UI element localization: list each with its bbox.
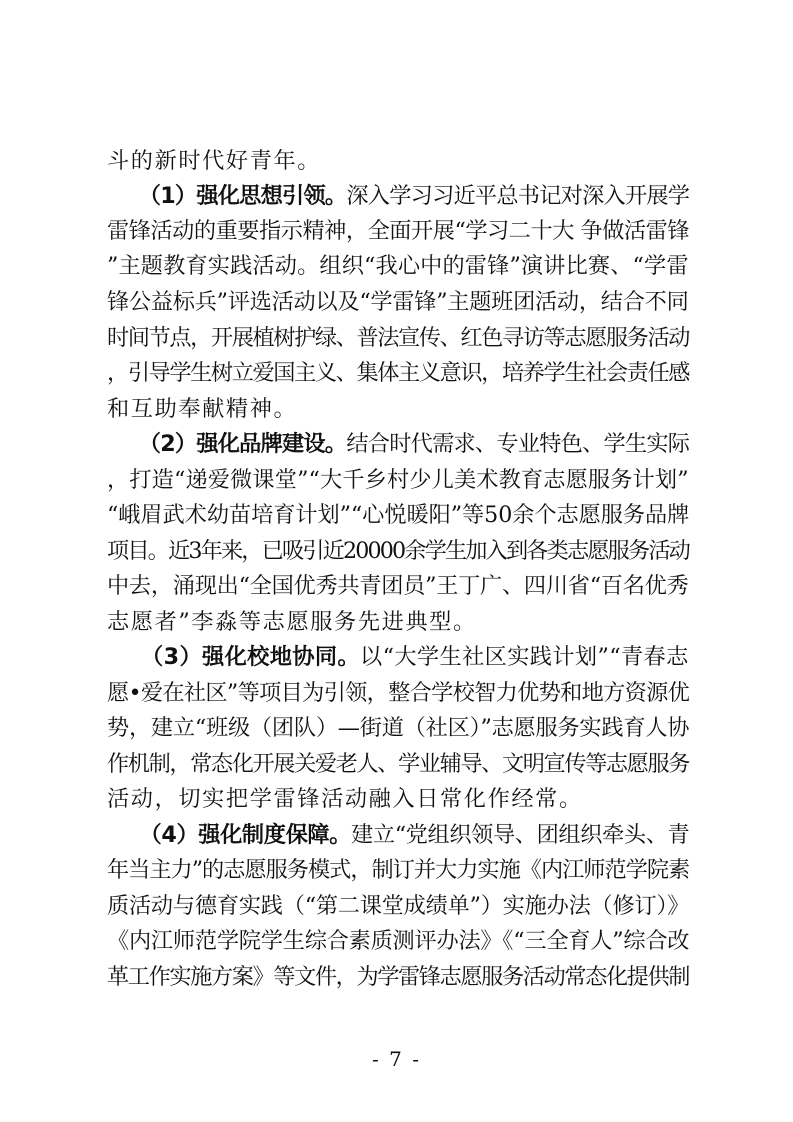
section-heading: （4）强化制度保障。 (150, 822, 352, 848)
text-line (107, 744, 689, 784)
text-line (107, 353, 689, 393)
text-segment: 志愿者”李淼等志愿服务先进典型。 (107, 609, 477, 635)
text-line (107, 957, 689, 997)
text-segment: ”主题教育实践活动。组织“我心中的雷锋”演讲比赛、“学雷 (107, 253, 689, 279)
text-segment: 和互助奉献精神。 (107, 396, 298, 422)
text-segment: 项目。近3年来，已吸引近20000余学生加入到各类志愿服务活动 (107, 538, 689, 564)
text-line (107, 886, 689, 926)
section-heading: （3）强化校地协同。 (152, 644, 361, 670)
text-segment: 革工作实施方案》等文件，为学雷锋志愿服务活动常态化提供制 (107, 964, 690, 990)
text-line (107, 424, 689, 464)
text-segment: 斗的新时代好青年。 (107, 148, 322, 174)
text-line (107, 246, 689, 286)
text-segment: 结合时代需求、专业特色、学生实际 (346, 431, 690, 457)
text-line (107, 141, 689, 181)
text-line (107, 495, 689, 535)
text-line (107, 708, 689, 748)
text-line (107, 602, 689, 642)
text-segment: 建立“党组织领导、团组织牵头、青 (351, 822, 690, 848)
text-line (107, 779, 689, 819)
text-line (107, 673, 689, 713)
section-heading: （2）强化品牌建设。 (149, 431, 347, 457)
text-segment: 《内江师范学院学生综合素质测评办法》《“三全育人”综合改 (107, 928, 690, 954)
text-line (107, 211, 689, 251)
text-segment: ，打造“递爱微课堂”“大千乡村少儿美术教育志愿服务计划” (107, 467, 689, 493)
text-segment: 时间节点，开展植树护绿、普法宣传、红色寻访等志愿服务活动 (107, 325, 690, 351)
text-line (107, 921, 689, 961)
text-line (107, 318, 689, 358)
text-line (107, 282, 689, 322)
text-segment: 深入学习习近平总书记对深入开展学 (346, 183, 690, 209)
text-line (107, 389, 689, 429)
text-line (107, 460, 689, 500)
text-segment: 以“大学生社区实践计划”“青春志 (360, 644, 689, 670)
text-segment: 活动，切实把学雷锋活动融入日常化作经常。 (107, 786, 583, 812)
text-line (107, 566, 689, 606)
text-segment: 中去，涌现出“全国优秀共青团员”王丁广、四川省“百名优秀 (107, 573, 689, 599)
text-segment: 质活动与德育实践（“第二课堂成绩单”）实施办法（修订）》 (107, 893, 690, 919)
section-heading: （1）强化思想引领。 (149, 183, 347, 209)
text-line (107, 637, 689, 677)
text-line (107, 850, 689, 890)
text-segment (107, 183, 150, 209)
text-segment: 锋公益标兵”评选活动以及“学雷锋”主题班团活动，结合不同 (107, 289, 689, 315)
text-segment: 雷锋活动的重要指示精神，全面开展“学习二十大 争做活雷锋 (107, 218, 690, 244)
text-segment (107, 644, 152, 670)
text-segment: 愿•爱在社区”等项目为引领，整合学校智力优势和地方资源优 (107, 680, 690, 706)
page-number: - 7 - (372, 1047, 421, 1071)
text-line (107, 531, 689, 571)
text-line (107, 815, 689, 855)
text-segment: 年当主力”的志愿服务模式，制订并大力实施《内江师范学院素 (107, 857, 690, 883)
text-line (107, 176, 689, 216)
text-segment (107, 822, 151, 848)
text-segment (107, 431, 150, 457)
text-segment: “峨眉武术幼苗培育计划”“心悦暖阳”等50余个志愿服务品牌 (107, 502, 690, 528)
text-segment: 作机制，常态化开展关爱老人、学业辅导、文明宣传等志愿服务 (107, 751, 690, 777)
text-segment: 势，建立“班级（团队）—街道（社区）”志愿服务实践育人协 (107, 715, 690, 741)
text-segment: ，引导学生树立爱国主义、集体主义意识，培养学生社会责任感 (107, 360, 690, 386)
